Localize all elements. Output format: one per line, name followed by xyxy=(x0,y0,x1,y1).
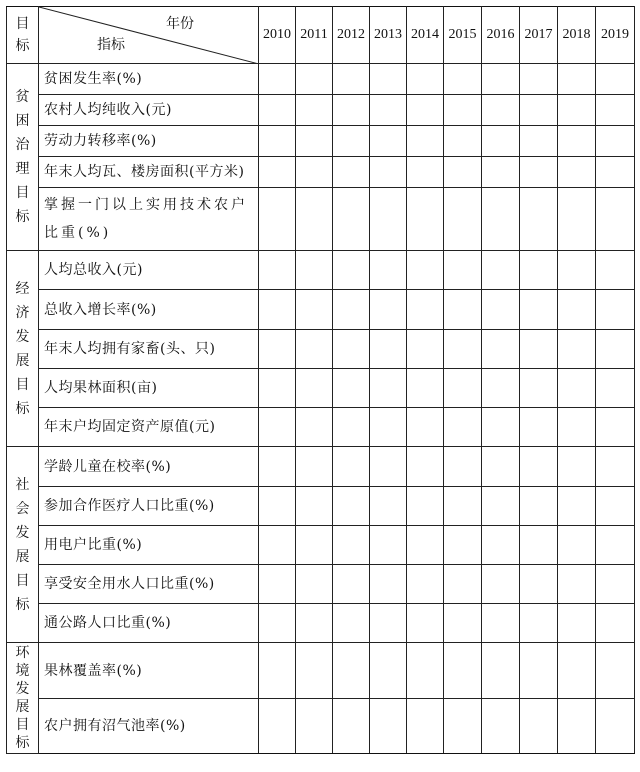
year-header: 2019 xyxy=(596,7,635,64)
category-environment xyxy=(7,643,39,754)
year-header: 2018 xyxy=(558,7,596,64)
year-header-label: 年份 xyxy=(166,16,194,32)
indicator-cell: 用电户比重(%) xyxy=(39,526,259,565)
indicator-cell: 年末人均瓦、楼房面积(平方米) xyxy=(39,157,259,188)
indicator-cell: 人均总收入(元) xyxy=(39,251,259,290)
indicator-cell: 农村人均纯收入(元) xyxy=(39,95,259,126)
diagonal-header-cell xyxy=(39,7,259,64)
year-header: 2012 xyxy=(333,7,370,64)
indicator-cell: 享受安全用水人口比重(%) xyxy=(39,565,259,604)
table-row xyxy=(7,251,635,290)
indicator-table xyxy=(6,6,635,754)
table-row xyxy=(7,643,635,699)
category-poverty xyxy=(7,64,39,251)
table-row xyxy=(7,157,635,188)
table-row xyxy=(7,565,635,604)
category-label: 环境发展目标 xyxy=(15,645,30,751)
table-row xyxy=(7,95,635,126)
goal-header-label: 目标 xyxy=(15,16,30,54)
table-row xyxy=(7,64,635,95)
table-row xyxy=(7,487,635,526)
indicator-cell: 总收入增长率(%) xyxy=(39,290,259,330)
year-header: 2016 xyxy=(482,7,520,64)
indicator-header-label: 指标 xyxy=(97,37,125,53)
category-label: 贫困治理目标 xyxy=(15,89,30,225)
indicator-cell: 年末人均拥有家畜(头、只) xyxy=(39,330,259,369)
header-row xyxy=(7,7,635,64)
year-header: 2010 xyxy=(259,7,296,64)
table-row xyxy=(7,408,635,447)
table-row xyxy=(7,330,635,369)
table-row xyxy=(7,447,635,487)
category-economy xyxy=(7,251,39,447)
year-header: 2015 xyxy=(444,7,482,64)
indicator-cell: 年末户均固定资产原值(元) xyxy=(39,408,259,447)
category-society xyxy=(7,447,39,643)
year-header: 2014 xyxy=(407,7,444,64)
year-header: 2013 xyxy=(370,7,407,64)
indicator-cell: 贫困发生率(%) xyxy=(39,64,259,95)
table-row xyxy=(7,604,635,643)
category-label: 经济发展目标 xyxy=(15,280,30,417)
table-row xyxy=(7,126,635,157)
table-row xyxy=(7,699,635,754)
year-header: 2017 xyxy=(520,7,558,64)
indicator-cell: 学龄儿童在校率(%) xyxy=(39,447,259,487)
table-row xyxy=(7,526,635,565)
indicator-cell: 劳动力转移率(%) xyxy=(39,126,259,157)
indicator-cell: 农户拥有沼气池率(%) xyxy=(39,699,259,754)
indicator-cell: 果林覆盖率(%) xyxy=(39,643,259,699)
indicator-cell: 参加合作医疗人口比重(%) xyxy=(39,487,259,526)
indicator-cell: 掌握一门以上实用技术农户比重(%) xyxy=(39,188,259,251)
year-header: 2011 xyxy=(296,7,333,64)
goal-header xyxy=(7,7,39,64)
table-row xyxy=(7,369,635,408)
diagonal-line xyxy=(39,7,259,64)
table-row xyxy=(7,290,635,330)
indicator-cell: 通公路人口比重(%) xyxy=(39,604,259,643)
indicator-cell: 人均果林面积(亩) xyxy=(39,369,259,408)
table-row xyxy=(7,188,635,251)
category-label: 社会发展目标 xyxy=(15,476,30,613)
